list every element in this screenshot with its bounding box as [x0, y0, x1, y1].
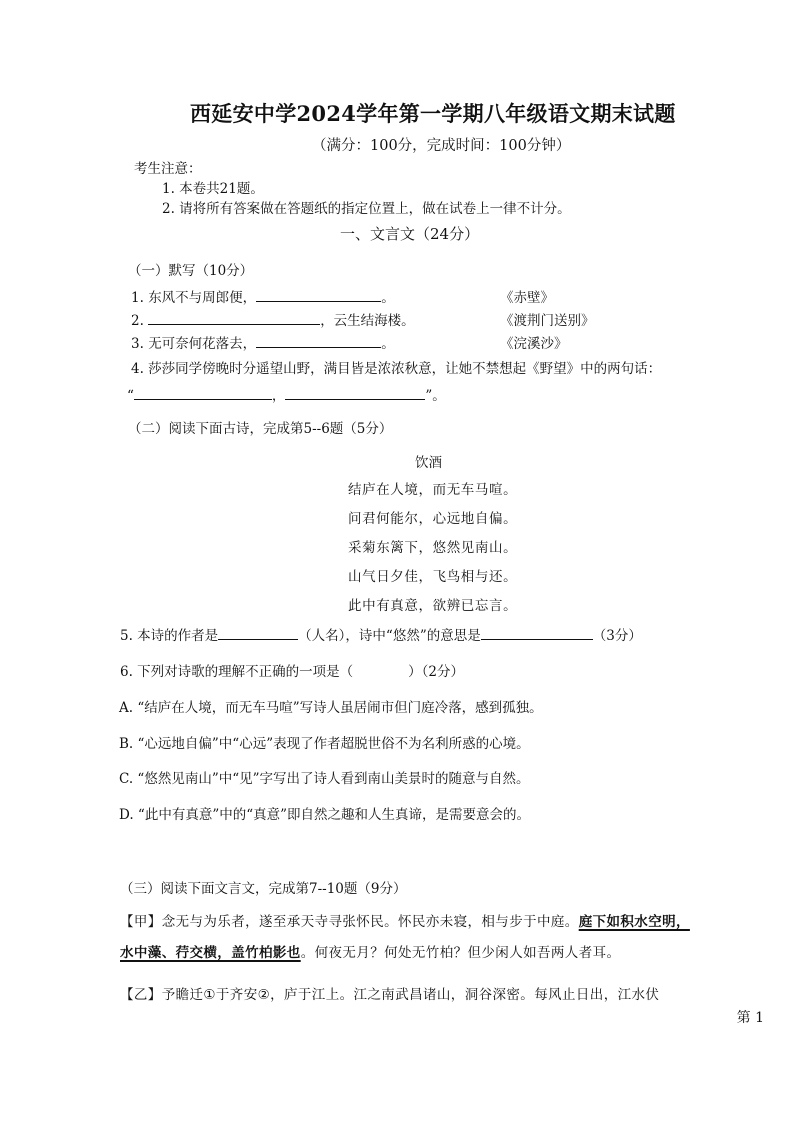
- poem-line: 问君何能尔，心远地自偏。: [348, 511, 518, 527]
- question-number: 1.: [131, 290, 144, 306]
- poem-line: 山气日夕佳，飞鸟相与还。: [348, 569, 518, 585]
- poem-line: 采菊东篱下，悠然见南山。: [348, 540, 518, 556]
- notice-item: 1. 本卷共21题。: [162, 181, 264, 197]
- source-title: 《赤壁》: [500, 290, 554, 306]
- exam-subtitle: （满分：100分，完成时间：100分钟）: [312, 138, 571, 154]
- part-heading: （三）阅读下面文言文，完成第7--10题（9分）: [120, 881, 407, 897]
- poem-title: 饮酒: [415, 455, 442, 471]
- question-4: 4. 莎莎同学傍晚时分遥望山野，满目皆是浓浓秋意，让她不禁想起《野望》中的两句话：: [131, 361, 662, 377]
- score-label: （3分）: [592, 628, 642, 644]
- option-d: D. “此中有真意”中的“真意”即自然之趣和人生真谛，是需要意会的。: [119, 807, 531, 823]
- question-text: ，云生结海楼。: [320, 313, 415, 329]
- source-title: 《浣溪沙》: [500, 336, 568, 352]
- question-number: 3.: [131, 336, 144, 352]
- punctuation: 。: [381, 290, 395, 306]
- question-number: 2.: [131, 313, 144, 329]
- underlined-text: 水中藻、荇交横，盖竹柏影也: [120, 945, 301, 961]
- answer-blank[interactable]: [218, 626, 298, 640]
- passage-text: 予瞻迁①于齐安②，庐于江上。江之南武昌诸山，洞谷深密。每风止日出，江水伏: [161, 987, 660, 1003]
- answer-blank[interactable]: [148, 311, 320, 325]
- part-heading: （一）默写（10分）: [128, 263, 254, 279]
- passage-jia-line-2: [120, 941, 620, 961]
- answer-blank[interactable]: [256, 334, 381, 348]
- question-text: 无可奈何花落去，: [148, 336, 257, 352]
- passage-jia-line-1: [120, 910, 690, 930]
- option-b: B. “心远地自偏”中“心远”表现了作者超脱世俗不为名利所惑的心境。: [119, 736, 530, 752]
- question-text: 5. 本诗的作者是: [120, 628, 219, 644]
- punctuation: 。: [381, 336, 395, 352]
- question-6: [120, 660, 464, 680]
- question-1: [131, 286, 395, 306]
- passage-text: 。何夜无月？何处无竹柏？但少闲人如吾两人者耳。: [300, 945, 621, 961]
- passage-label: 【甲】: [120, 914, 162, 930]
- exam-title: 西延安中学2024学年第一学期八年级语文期末试题: [190, 101, 676, 126]
- answer-blank[interactable]: [285, 386, 425, 400]
- question-4-answer-line: [127, 384, 446, 404]
- question-text: （人名），诗中“悠然”的意思是: [298, 628, 481, 644]
- section-heading: 一、文言文（24分）: [340, 225, 480, 243]
- quote-mark: “: [127, 388, 134, 404]
- question-3: [131, 332, 395, 352]
- answer-blank[interactable]: [134, 386, 272, 400]
- answer-blank[interactable]: [481, 626, 593, 640]
- option-a: A. “结庐在人境，而无车马喧”写诗人虽居闹市但门庭冷落，感到孤独。: [119, 700, 543, 716]
- poem-line: 此中有真意，欲辨已忘言。: [348, 598, 518, 614]
- part-heading: （二）阅读下面古诗，完成第5--6题（5分）: [128, 421, 393, 437]
- page-number: 第 1: [736, 1010, 764, 1026]
- passage-label: 【乙】: [120, 987, 162, 1003]
- option-c: C. “悠然见南山”中“见”字写出了诗人看到南山美景时的随意与自然。: [119, 771, 530, 787]
- passage-text: 念无与为乐者，遂至承天寺寻张怀民。怀民亦未寝，相与步于中庭。: [161, 914, 579, 930]
- question-text: 6. 下列对诗歌的理解不正确的一项是（: [120, 664, 354, 680]
- question-text: 东风不与周郎便，: [148, 290, 257, 306]
- notice-item: 2. 请将所有答案做在答题纸的指定位置上，做在试卷上一律不计分。: [162, 201, 571, 217]
- passage-yi-line-1: [120, 983, 774, 1003]
- poem-line: 结庐在人境，而无车马喧。: [348, 482, 518, 498]
- quote-mark: ”。: [425, 388, 446, 404]
- answer-blank[interactable]: [256, 288, 381, 302]
- notice-heading: 考生注意：: [134, 161, 202, 177]
- score-label: ）（2分）: [408, 664, 465, 680]
- source-title: 《渡荆门送别》: [500, 313, 595, 329]
- question-5: [120, 624, 642, 644]
- question-2: [131, 309, 415, 329]
- underlined-text: 庭下如积水空明，: [578, 914, 690, 930]
- punctuation: ，: [271, 388, 286, 404]
